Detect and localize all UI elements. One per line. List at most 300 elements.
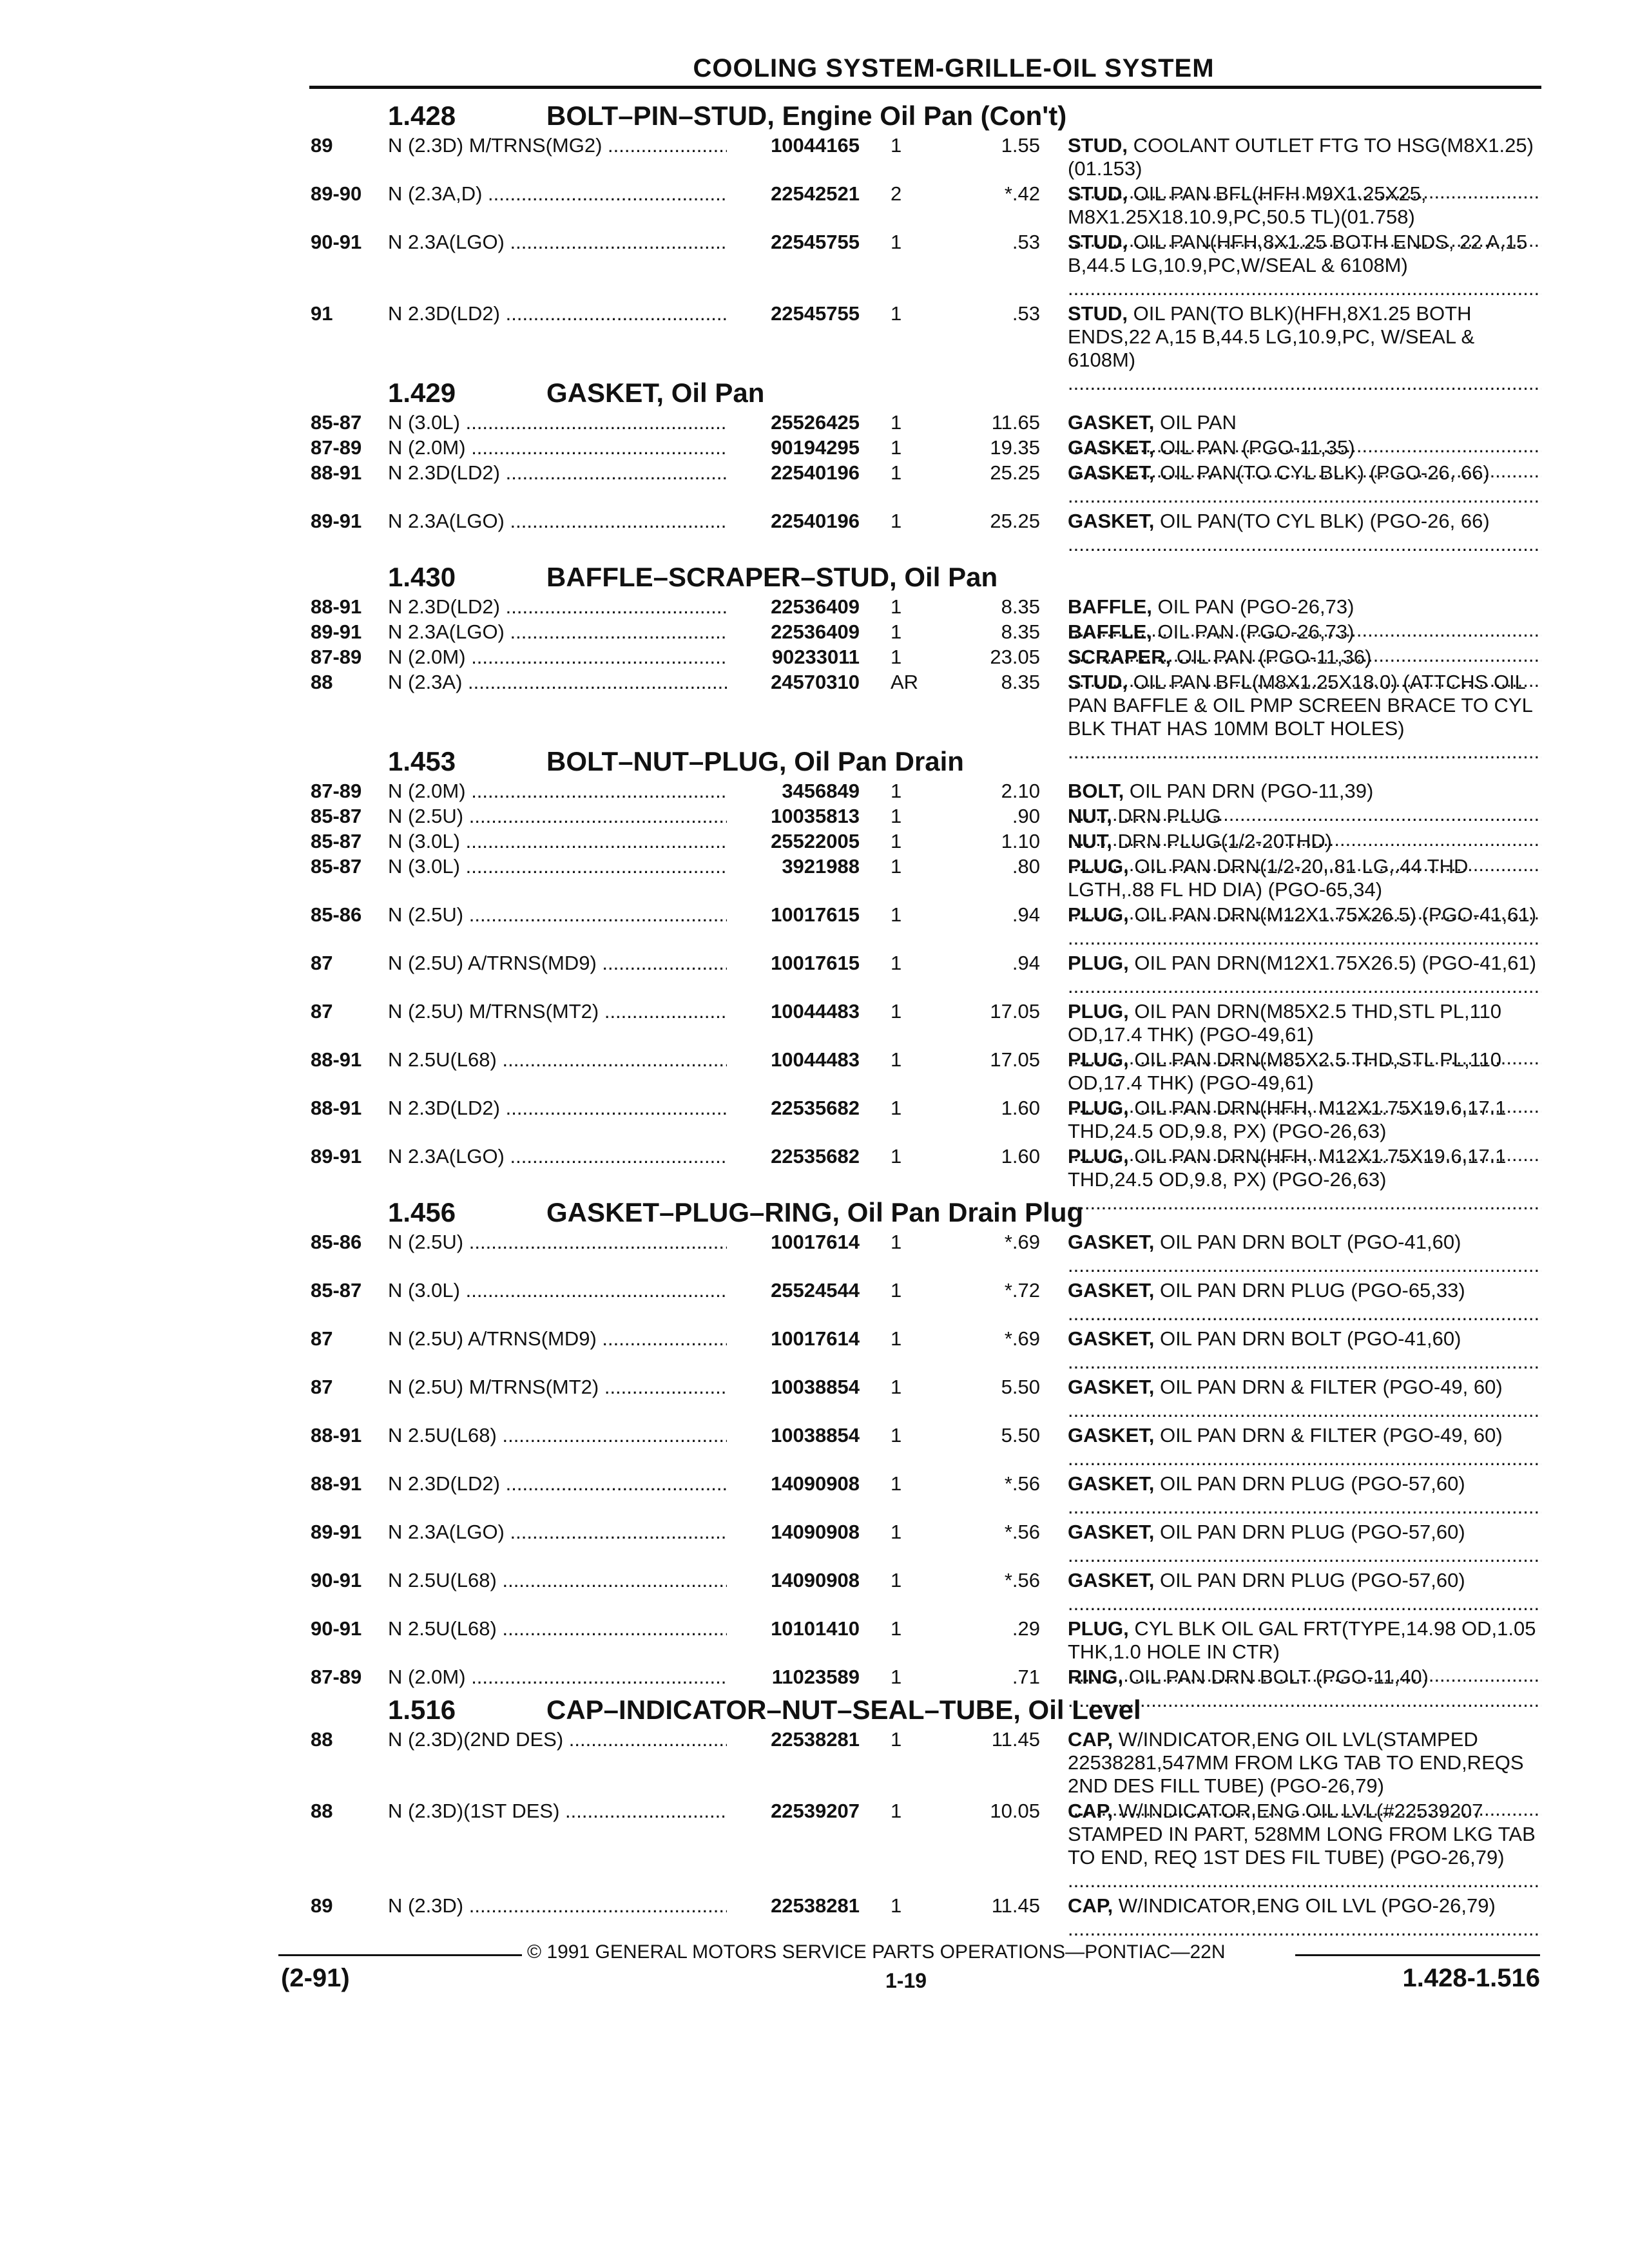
part-description: [1068, 1521, 1541, 1567]
part-price: .80: [1012, 855, 1040, 878]
part-number: 14090908: [771, 1569, 860, 1591]
part-row: [311, 436, 1541, 461]
part-quantity: 1: [891, 134, 902, 157]
section-number: 1.456: [388, 1197, 456, 1227]
part-description-text: OIL PAN DRN(1/2-20,.81 LG,.44 THD LGTH,.88 FL HD DIA) (PGO-65,34): [1068, 855, 1469, 901]
part-application: N (2.5U) .....: [388, 805, 727, 828]
section-heading: [311, 742, 1541, 780]
part-quantity: 1: [891, 461, 902, 484]
part-description-type: GASKET,: [1068, 510, 1155, 532]
part-number: 10017615: [771, 952, 860, 974]
footer-rule-left: [278, 1954, 522, 1956]
part-description: [1068, 1231, 1541, 1277]
part-years: 87: [311, 1000, 333, 1023]
part-row: [311, 1327, 1541, 1376]
section-heading: [311, 558, 1541, 595]
part-price: 8.35: [1001, 671, 1040, 693]
part-description: [1068, 1424, 1541, 1470]
section-title: BOLT–NUT–PLUG, Oil Pan Drain: [546, 746, 964, 776]
part-application: N (3.0L) .....: [388, 830, 727, 853]
part-description: [1068, 1569, 1541, 1615]
part-quantity: 1: [891, 1472, 902, 1495]
part-description-text: DRN PLUG: [1117, 805, 1221, 827]
part-row: [311, 595, 1541, 620]
part-description-type: GASKET,: [1068, 1472, 1155, 1495]
catalog-section: [311, 97, 1541, 374]
part-description-text: OIL PAN DRN BOLT (PGO-41,60): [1159, 1231, 1461, 1253]
part-row: [311, 231, 1541, 302]
section-number: 1.429: [388, 378, 456, 408]
part-years: 87-89: [311, 1666, 362, 1688]
part-price: *.42: [1004, 182, 1040, 205]
part-number: 22540196: [771, 461, 860, 484]
part-description-type: STUD,: [1068, 182, 1128, 205]
part-number: 24570310: [771, 671, 860, 693]
footer-copyright: © 1991 GENERAL MOTORS SERVICE PARTS OPERATIONS—PONTIAC—22N: [527, 1941, 1226, 1963]
part-number: 3456849: [782, 780, 860, 802]
part-description-text: OIL PAN (PGO-11,35): [1159, 436, 1355, 459]
part-application: N 2.5U(L68) .....: [388, 1048, 727, 1072]
part-number: 10044483: [771, 1000, 860, 1023]
part-price: *.69: [1004, 1231, 1040, 1253]
part-application: N (2.0M) .....: [388, 436, 727, 459]
section-number: 1.453: [388, 746, 456, 776]
part-years: 89: [311, 1894, 333, 1917]
part-description: [1068, 1376, 1541, 1422]
part-row: [311, 780, 1541, 805]
part-description-text: OIL PAN DRN(M12X1.75X26.5) (PGO-41,61): [1134, 903, 1537, 926]
part-description: [1068, 952, 1541, 998]
part-number: 22536409: [771, 620, 860, 643]
part-row: [311, 1097, 1541, 1145]
part-quantity: 1: [891, 805, 902, 827]
part-description-type: GASKET,: [1068, 1521, 1155, 1543]
part-years: 87-89: [311, 646, 362, 668]
part-description-text: OIL PAN DRN(M85X2.5 THD,STL PL,110 OD,17.4 THK) (PGO-49,61): [1068, 1048, 1502, 1094]
part-price: *.69: [1004, 1327, 1040, 1350]
section-number: 1.430: [388, 562, 456, 592]
part-row: [311, 1376, 1541, 1424]
part-number: 10101410: [771, 1617, 860, 1640]
part-row: [311, 411, 1541, 436]
part-row: [311, 646, 1541, 671]
section-title: GASKET, Oil Pan: [546, 378, 765, 408]
part-description-type: BAFFLE,: [1068, 620, 1152, 643]
part-number: 90233011: [771, 646, 860, 668]
part-quantity: 1: [891, 952, 902, 974]
part-number: 25524544: [771, 1279, 860, 1302]
part-years: 87: [311, 1327, 333, 1350]
part-years: 89-91: [311, 620, 362, 643]
part-description-text: OIL PAN(TO CYL BLK) (PGO-26, 66): [1159, 510, 1490, 532]
part-number: 10017615: [771, 903, 860, 926]
part-years: 89: [311, 134, 333, 157]
part-quantity: 1: [891, 830, 902, 852]
part-row: [311, 620, 1541, 646]
part-quantity: 1: [891, 1894, 902, 1917]
part-row: [311, 1728, 1541, 1800]
part-description-text: OIL PAN DRN & FILTER (PGO-49, 60): [1159, 1376, 1503, 1398]
part-years: 90-91: [311, 1617, 362, 1640]
part-price: 2.10: [1001, 780, 1040, 802]
part-description: [1068, 461, 1541, 508]
part-description-type: GASKET,: [1068, 436, 1155, 459]
part-application: N 2.3A(LGO) .....: [388, 1145, 727, 1168]
part-quantity: 1: [891, 1327, 902, 1350]
part-price: 8.35: [1001, 595, 1040, 618]
part-quantity: AR: [891, 671, 919, 693]
part-price: 11.45: [991, 1728, 1040, 1751]
part-years: 88-91: [311, 1097, 362, 1119]
part-row: [311, 952, 1541, 1000]
part-price: *.56: [1004, 1569, 1040, 1591]
part-description-text: OIL PAN(HFH,8X1.25 BOTH ENDS, 22 A,15 B,44.5 LG,10.9,PC,W/SEAL & 6108M): [1068, 231, 1528, 276]
part-price: .90: [1012, 805, 1040, 827]
part-number: 22538281: [771, 1894, 860, 1917]
part-quantity: 1: [891, 231, 902, 253]
part-description-type: PLUG,: [1068, 1145, 1129, 1168]
part-number: 22538281: [771, 1728, 860, 1751]
part-application: N (2.5U) .....: [388, 903, 727, 927]
part-application: N (2.0M) .....: [388, 1666, 727, 1689]
part-number: 10038854: [771, 1424, 860, 1446]
part-price: 25.25: [990, 461, 1040, 484]
part-description-type: BOLT,: [1068, 780, 1124, 802]
part-row: [311, 671, 1541, 742]
part-description-text: OIL PAN DRN BOLT (PGO-11,40): [1128, 1666, 1429, 1688]
part-quantity: 1: [891, 1376, 902, 1398]
part-description-text: W/INDICATOR,ENG OIL LVL(STAMPED 22538281,547MM FROM LKG TAB TO END,REQS 2ND DES FILL TUBE) (PGO-26,79): [1068, 1728, 1524, 1797]
footer-rule-right: [1295, 1954, 1540, 1956]
part-row: [311, 134, 1541, 182]
part-years: 85-87: [311, 855, 362, 878]
part-description-type: PLUG,: [1068, 855, 1129, 878]
part-description: [1068, 903, 1541, 950]
part-description-text: OIL PAN DRN PLUG (PGO-57,60): [1159, 1521, 1465, 1543]
part-description-type: PLUG,: [1068, 1617, 1129, 1640]
part-row: [311, 1569, 1541, 1617]
part-description-text: W/INDICATOR,ENG OIL LVL (PGO-26,79): [1118, 1894, 1496, 1917]
part-price: .94: [1012, 952, 1040, 974]
part-description-text: OIL PAN DRN(HFH, M12X1.75X19.6,17.1 THD,24.5 OD,9.8, PX) (PGO-26,63): [1068, 1097, 1507, 1142]
part-description-text: OIL PAN DRN(HFH, M12X1.75X19.6,17.1 THD,24.5 OD,9.8, PX) (PGO-26,63): [1068, 1145, 1507, 1191]
part-application: N (2.5U) A/TRNS(MD9) .....: [388, 1327, 727, 1350]
part-number: 14090908: [771, 1472, 860, 1495]
section-title: GASKET–PLUG–RING, Oil Pan Drain Plug: [546, 1197, 1084, 1227]
section-heading: [311, 374, 1541, 411]
part-years: 90-91: [311, 1569, 362, 1591]
part-price: *.56: [1004, 1521, 1040, 1543]
part-quantity: 1: [891, 1279, 902, 1302]
part-years: 89-91: [311, 510, 362, 532]
catalog-section: [311, 1691, 1541, 1943]
part-price: .53: [1012, 231, 1040, 253]
part-price: 19.35: [990, 436, 1040, 459]
part-application: N 2.3A(LGO) .....: [388, 510, 727, 533]
part-number: 10017614: [771, 1327, 860, 1350]
part-description-type: RING,: [1068, 1666, 1124, 1688]
part-quantity: 1: [891, 855, 902, 878]
part-price: 8.35: [1001, 620, 1040, 643]
part-description-text: OIL PAN DRN(M12X1.75X26.5) (PGO-41,61): [1134, 952, 1537, 974]
part-years: 85-87: [311, 830, 362, 852]
part-price: 1.60: [1001, 1145, 1040, 1168]
part-description-type: CAP,: [1068, 1728, 1113, 1751]
part-application: N (2.0M) .....: [388, 780, 727, 803]
part-quantity: 1: [891, 510, 902, 532]
part-quantity: 1: [891, 646, 902, 668]
part-application: N (2.0M) .....: [388, 646, 727, 669]
part-row: [311, 1521, 1541, 1569]
part-row: [311, 1279, 1541, 1327]
part-application: N 2.3D(LD2) .....: [388, 595, 727, 619]
part-years: 89-91: [311, 1145, 362, 1168]
part-description-text: OIL PAN DRN (PGO-11,39): [1129, 780, 1374, 802]
part-price: 1.10: [1001, 830, 1040, 852]
part-application: N 2.3D(LD2) .....: [388, 1472, 727, 1495]
catalog-section: [311, 742, 1541, 1193]
part-number: 22535682: [771, 1145, 860, 1168]
catalog-section: [311, 374, 1541, 558]
part-application: N 2.5U(L68) .....: [388, 1617, 727, 1640]
part-number: 10044483: [771, 1048, 860, 1071]
part-number: 22545755: [771, 302, 860, 325]
part-row: [311, 830, 1541, 855]
part-number: 14090908: [771, 1521, 860, 1543]
part-description-type: GASKET,: [1068, 1569, 1155, 1591]
part-number: 3921988: [782, 855, 860, 878]
part-years: 88: [311, 1800, 333, 1822]
part-number: 25526425: [771, 411, 860, 434]
part-price: 23.05: [990, 646, 1040, 668]
part-description-text: OIL PAN(TO CYL BLK) (PGO-26, 66): [1159, 461, 1490, 484]
footer-date: (2-91): [281, 1964, 350, 1992]
part-years: 85-86: [311, 903, 362, 926]
part-quantity: 1: [891, 411, 902, 434]
part-description-type: GASKET,: [1068, 461, 1155, 484]
part-description-text: OIL PAN DRN & FILTER (PGO-49, 60): [1159, 1424, 1503, 1446]
part-row: [311, 1048, 1541, 1097]
part-price: .94: [1012, 903, 1040, 926]
part-description-type: STUD,: [1068, 134, 1128, 157]
footer-page-number: 1-19: [885, 1969, 927, 1992]
part-price: 17.05: [990, 1000, 1040, 1023]
part-application: N (2.3D) .....: [388, 1894, 727, 1917]
part-description-text: CYL BLK OIL GAL FRT(TYPE,14.98 OD,1.05 THK,1.0 HOLE IN CTR): [1068, 1617, 1536, 1663]
part-description-type: GASKET,: [1068, 1279, 1155, 1302]
part-row: [311, 1000, 1541, 1048]
part-application: N (3.0L) .....: [388, 411, 727, 434]
part-quantity: 1: [891, 1048, 902, 1071]
part-description-text: OIL PAN (PGO-26,73): [1157, 620, 1354, 643]
part-number: 22536409: [771, 595, 860, 618]
part-application: N 2.3D(LD2) .....: [388, 461, 727, 485]
part-description: [1068, 1327, 1541, 1374]
section-heading: [311, 1193, 1541, 1231]
part-description-text: OIL PAN DRN PLUG (PGO-57,60): [1159, 1472, 1465, 1495]
part-price: 25.25: [990, 510, 1040, 532]
part-number: 11023589: [771, 1666, 860, 1688]
part-years: 88: [311, 1728, 333, 1751]
part-price: 10.05: [990, 1800, 1040, 1822]
part-description: [1068, 1800, 1541, 1892]
part-description: [1068, 1894, 1541, 1941]
part-description-type: PLUG,: [1068, 1000, 1129, 1023]
part-description-text: OIL PAN: [1159, 411, 1237, 434]
part-quantity: 2: [891, 182, 902, 205]
part-description-type: PLUG,: [1068, 903, 1129, 926]
part-application: N (2.3A,D) .....: [388, 182, 727, 206]
part-years: 89-90: [311, 182, 362, 205]
part-description-type: GASKET,: [1068, 411, 1155, 434]
part-price: .71: [1012, 1666, 1040, 1688]
part-description-type: PLUG,: [1068, 1097, 1129, 1119]
part-description-text: OIL PAN DRN PLUG (PGO-57,60): [1159, 1569, 1465, 1591]
part-quantity: 1: [891, 1569, 902, 1591]
part-quantity: 1: [891, 302, 902, 325]
part-row: [311, 805, 1541, 830]
part-application: N 2.3D(LD2) .....: [388, 302, 727, 325]
part-price: 5.50: [1001, 1424, 1040, 1446]
part-price: 11.45: [991, 1894, 1040, 1917]
catalog-section: [311, 558, 1541, 742]
catalog-section: [311, 1193, 1541, 1691]
part-years: 87-89: [311, 780, 362, 802]
part-application: N 2.3D(LD2) .....: [388, 1097, 727, 1120]
part-description-type: NUT,: [1068, 830, 1112, 852]
part-price: 11.65: [991, 411, 1040, 434]
part-application: N (2.5U) .....: [388, 1231, 727, 1254]
part-application: N (2.5U) A/TRNS(MD9) .....: [388, 952, 727, 975]
part-number: 22539207: [771, 1800, 860, 1822]
parts-catalog: [311, 97, 1541, 1943]
part-price: *.72: [1004, 1279, 1040, 1302]
part-description-type: CAP,: [1068, 1800, 1113, 1822]
part-description-text: OIL PAN DRN BOLT (PGO-41,60): [1159, 1327, 1461, 1350]
part-years: 88-91: [311, 1472, 362, 1495]
part-description-type: SCRAPER,: [1068, 646, 1171, 668]
part-years: 85-87: [311, 805, 362, 827]
section-title: BOLT–PIN–STUD, Engine Oil Pan (Con't): [546, 101, 1067, 131]
part-quantity: 1: [891, 595, 902, 618]
part-description-type: BAFFLE,: [1068, 595, 1152, 618]
part-description-type: PLUG,: [1068, 1048, 1129, 1071]
part-years: 88-91: [311, 1424, 362, 1446]
part-application: N (3.0L) .....: [388, 1279, 727, 1302]
part-price: 5.50: [1001, 1376, 1040, 1398]
part-description-text: OIL PAN DRN(M85X2.5 THD,STL PL,110 OD,17.4 THK) (PGO-49,61): [1068, 1000, 1502, 1046]
part-row: [311, 1231, 1541, 1279]
part-row: [311, 1894, 1541, 1943]
section-heading: [311, 1691, 1541, 1728]
part-row: [311, 461, 1541, 510]
part-description-type: STUD,: [1068, 302, 1128, 325]
part-number: 22545755: [771, 231, 860, 253]
part-number: 25522005: [771, 830, 860, 852]
part-quantity: 1: [891, 1424, 902, 1446]
part-number: 10038854: [771, 1376, 860, 1398]
part-description-type: GASKET,: [1068, 1424, 1155, 1446]
part-description-type: GASKET,: [1068, 1231, 1155, 1253]
part-description-type: CAP,: [1068, 1894, 1113, 1917]
part-number: 22540196: [771, 510, 860, 532]
part-price: 1.55: [1001, 134, 1040, 157]
part-quantity: 1: [891, 780, 902, 802]
part-number: 10017614: [771, 1231, 860, 1253]
section-number: 1.516: [388, 1695, 456, 1725]
part-years: 87-89: [311, 436, 362, 459]
part-quantity: 1: [891, 903, 902, 926]
part-row: [311, 182, 1541, 231]
part-application: N (2.5U) M/TRNS(MT2) .....: [388, 1376, 727, 1399]
part-description-text: W/INDICATOR,ENG OIL LVL(#22539207 STAMPED IN PART, 528MM LONG FROM LKG TAB TO END, REQ 1ST DES FIL TUBE) (PGO-26,79): [1068, 1800, 1536, 1869]
section-title: BAFFLE–SCRAPER–STUD, Oil Pan: [546, 562, 998, 592]
page-title: COOLING SYSTEM-GRILLE-OIL SYSTEM: [693, 54, 1215, 82]
part-application: N (2.3A) .....: [388, 671, 727, 694]
section-heading: [311, 97, 1541, 134]
part-description-text: OIL PAN (PGO-11,36): [1176, 646, 1372, 668]
part-application: N 2.3A(LGO) .....: [388, 1521, 727, 1544]
part-quantity: 1: [891, 1521, 902, 1543]
part-number: 90194295: [771, 436, 860, 459]
section-number: 1.428: [388, 101, 456, 131]
part-quantity: 1: [891, 1000, 902, 1023]
part-row: [311, 1424, 1541, 1472]
part-years: 88-91: [311, 461, 362, 484]
part-years: 88-91: [311, 595, 362, 618]
part-description-text: DRN PLUG(1/2-20THD): [1117, 830, 1332, 852]
part-number: 22535682: [771, 1097, 860, 1119]
part-quantity: 1: [891, 620, 902, 643]
part-quantity: 1: [891, 1800, 902, 1822]
part-row: [311, 1145, 1541, 1193]
part-row: [311, 1666, 1541, 1691]
part-description: [1068, 510, 1541, 556]
part-application: N (3.0L) .....: [388, 855, 727, 878]
part-row: [311, 1617, 1541, 1666]
part-row: [311, 855, 1541, 903]
part-description-type: PLUG,: [1068, 952, 1129, 974]
part-quantity: 1: [891, 1666, 902, 1688]
part-years: 88: [311, 671, 333, 693]
part-quantity: 1: [891, 1728, 902, 1751]
part-years: 85-87: [311, 411, 362, 434]
part-number: 10044165: [771, 134, 860, 157]
part-description: [1068, 231, 1541, 300]
part-description: [1068, 1472, 1541, 1519]
part-application: N 2.5U(L68) .....: [388, 1424, 727, 1447]
header-rule: [309, 86, 1541, 89]
part-years: 91: [311, 302, 333, 325]
part-application: N (2.5U) M/TRNS(MT2) .....: [388, 1000, 727, 1023]
part-description-type: GASKET,: [1068, 1327, 1155, 1350]
part-quantity: 1: [891, 1145, 902, 1168]
part-description-text: OIL PAN(TO BLK)(HFH,8X1.25 BOTH ENDS,22 A,15 B,44.5 LG,10.9,PC, W/SEAL & 6108M): [1068, 302, 1475, 371]
part-application: N 2.3A(LGO) .....: [388, 620, 727, 644]
part-row: [311, 903, 1541, 952]
part-description-type: STUD,: [1068, 671, 1128, 693]
part-years: 85-87: [311, 1279, 362, 1302]
part-price: 17.05: [990, 1048, 1040, 1071]
part-quantity: 1: [891, 1097, 902, 1119]
part-years: 90-91: [311, 231, 362, 253]
part-years: 88-91: [311, 1048, 362, 1071]
part-number: 10035813: [771, 805, 860, 827]
part-number: 22542521: [771, 182, 860, 205]
part-description-type: STUD,: [1068, 231, 1128, 253]
part-years: 87: [311, 952, 333, 974]
part-application: N (2.3D)(1ST DES) .....: [388, 1800, 727, 1823]
